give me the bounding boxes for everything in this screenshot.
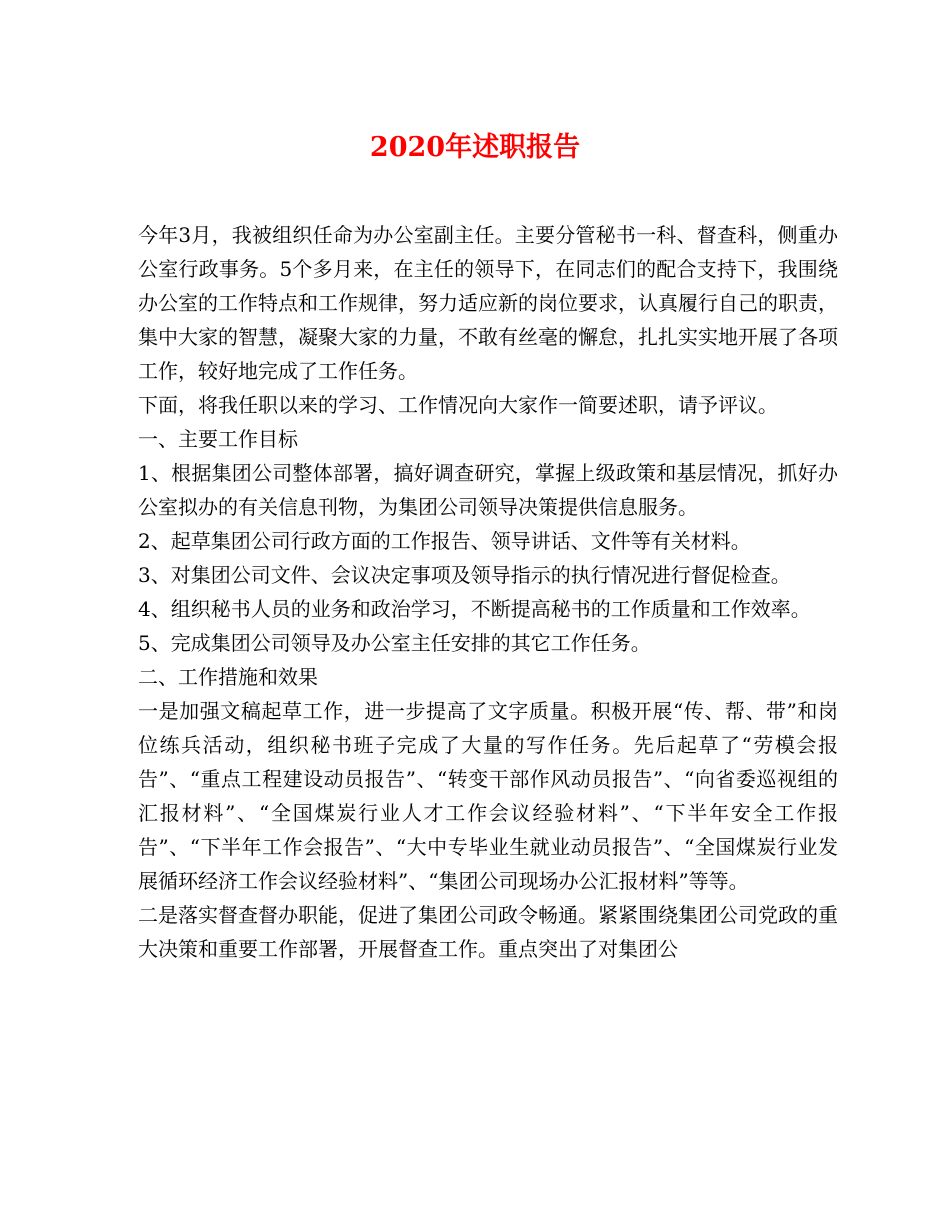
goal-item-4: 4、组织秘书人员的业务和政治学习，不断提高秘书的工作质量和工作效率。 <box>138 597 811 621</box>
measure-paragraph-1: 一是加强文稿起草工作，进一步提高了文字质量。积极开展“传、帮、带”和岗位练兵活动，组织秘书班子完成了大量的写作任务。先后起草了“劳模会报告”、“重点工程建设动员报告”、“转变干部作风动员报告”、“向省委巡视组的汇报材料”、“全国煤炭行业人才工作会议经验材料”、“下半年安全工作报告”、“下半年工作会报告”、“大中专毕业生就业动员报告”、“全国煤炭行业发展循环经济工作会议经验材料”、“集团公司现场办公汇报材料”等等。 <box>138 699 838 893</box>
goal-item-3: 3、对集团公司文件、会议决定事项及领导指示的执行情况进行督促检查。 <box>138 563 791 587</box>
goal-item-1: 1、根据集团公司整体部署，搞好调查研究，掌握上级政策和基层情况，抓好办公室拟办的有关信息刊物，为集团公司领导决策提供信息服务。 <box>138 461 838 519</box>
section-heading-measures: 二、工作措施和效果 <box>138 665 318 689</box>
section-heading-goals: 一、主要工作目标 <box>138 427 298 451</box>
goal-item-5: 5、完成集团公司领导及办公室主任安排的其它工作任务。 <box>138 631 651 655</box>
goal-item-2: 2、起草集团公司行政方面的工作报告、领导讲话、文件等有关材料。 <box>138 529 751 553</box>
measure-paragraph-2: 二是落实督查督办职能，促进了集团公司政令畅通。紧紧围绕集团公司党政的重大决策和重要工作部署，开展督查工作。重点突出了对集团公 <box>138 903 838 961</box>
paragraph-intro: 今年3月，我被组织任命为办公室副主任。主要分管秘书一科、督查科，侧重办公室行政事务。5个多月来，在主任的领导下，在同志们的配合支持下，我围绕办公室的工作特点和工作规律，努力适应新的岗位要求，认真履行自己的职责，集中大家的智慧，凝聚大家的力量，不敢有丝毫的懈怠，扎扎实实地开展了各项工作，较好地完成了工作任务。 <box>138 223 838 383</box>
document-title: 2020年述职报告 <box>369 132 581 163</box>
paragraph-preface: 下面，将我任职以来的学习、工作情况向大家作一简要述职，请予评议。 <box>138 393 778 417</box>
document-body <box>138 218 838 966</box>
